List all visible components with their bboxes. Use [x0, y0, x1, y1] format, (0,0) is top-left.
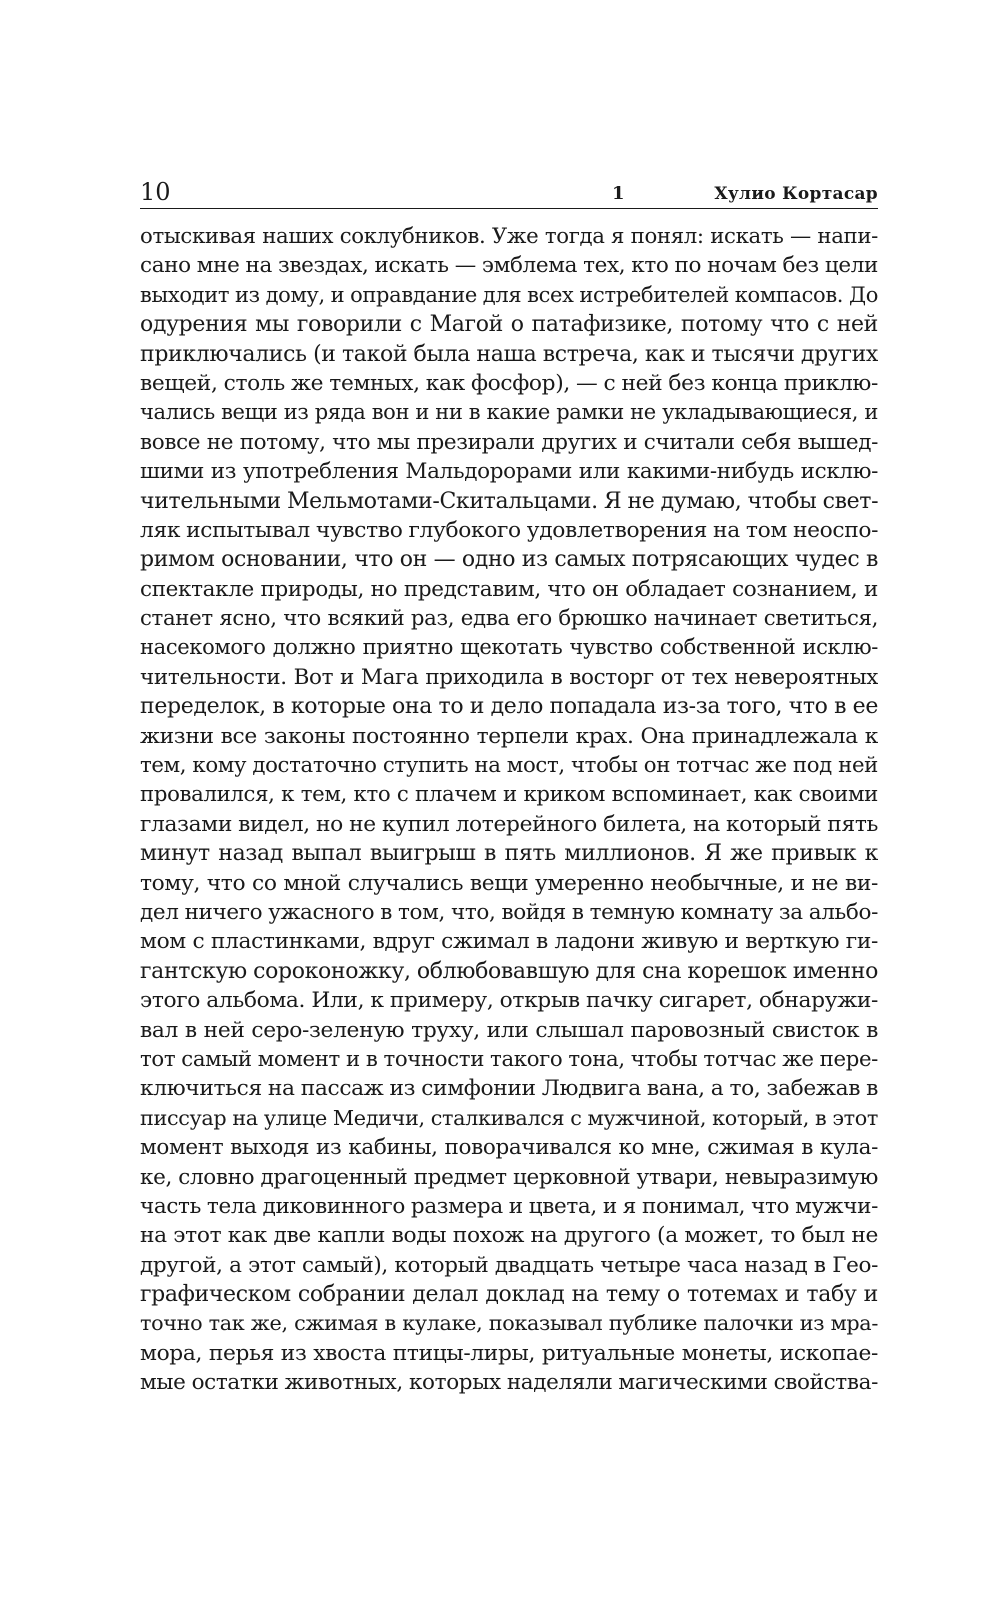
text-line: жизни все законы постоянно терпели крах. Она принадлежала к: [140, 723, 878, 749]
text-line: тот самый момент и в точности такого тона, чтобы тотчас же пере-: [140, 1046, 878, 1072]
running-author-name: Хулио Кортасар: [714, 184, 878, 204]
text-line: минут назад выпал выигрыш в пять миллионов. Я же привык к: [140, 841, 878, 867]
text-line: приключались (и такой была наша встреча, как и тысячи других: [140, 341, 878, 367]
page-number: 10: [140, 178, 171, 206]
text-line: гантскую сороконожку, облюбовавшую для сна корешок именно: [140, 958, 878, 984]
text-line: ке, словно драгоценный предмет церковной утвари, невыразимую: [140, 1164, 878, 1190]
text-line: чительными Мельмотами-Скитальцами. Я не думаю, чтобы свет-: [140, 488, 878, 514]
text-line: этого альбома. Или, к примеру, открыв пачку сигарет, обнаружи-: [140, 988, 878, 1014]
body-text: [140, 222, 878, 1398]
chapter-number: 1: [612, 183, 625, 204]
text-line: выходит из дому, и оправдание для всех истребителей компасов. До: [140, 282, 878, 307]
text-line: станет ясно, что всякий раз, едва его брюшко начинает светиться,: [140, 606, 878, 632]
text-line: отыскивая наших соклубников. Уже тогда я понял: искать — напи-: [140, 224, 878, 249]
text-line: сано мне на звездах, искать — эмблема тех, кто по ночам без цели: [140, 253, 878, 279]
text-line: писсуар на улице Медичи, сталкивался с мужчиной, который, в этот: [140, 1105, 878, 1130]
text-line: переделок, в которые она то и дело попадала из-за того, что в ее: [140, 694, 878, 720]
text-line: провалился, к тем, кто с плачем и криком вспоминает, как своими: [140, 782, 878, 808]
text-line: чительности. Вот и Мага приходила в восторг от тех невероятных: [140, 664, 878, 690]
text-line: точно так же, сжимая в кулаке, показывал публике палочки из мра-: [140, 1311, 878, 1336]
text-line: спектакле природы, но представим, что он обладает сознанием, и: [140, 576, 878, 602]
text-line: одурения мы говорили с Магой о патафизике, потому что с ней: [140, 312, 878, 338]
text-line: дел ничего ужасного в том, что, войдя в темную комнату за альбо-: [140, 899, 878, 925]
text-line: ляк испытывал чувство глубокого удовлетворения на том неоспо-: [140, 517, 878, 543]
text-line: ключиться на пассаж из симфонии Людвига вана, а то, забежав в: [140, 1076, 878, 1102]
text-line: момент выходя из кабины, поворачивался ко мне, сжимая в кула-: [140, 1135, 878, 1161]
text-line: графическом собрании делал доклад на тему о тотемах и табу и: [140, 1282, 878, 1308]
text-line: вал в ней серо-зеленую труху, или слышал паровозный свисток в: [140, 1017, 878, 1043]
text-line: тому, что со мной случались вещи умеренно необычные, и не ви-: [140, 870, 878, 896]
text-line: чались вещи из ряда вон и ни в какие рамки не укладывающиеся, и: [140, 400, 878, 425]
text-line: мые остатки животных, которых наделяли магическими свойства-: [140, 1370, 878, 1396]
text-line: на этот как две капли воды похож на другого (а может, то был не: [140, 1223, 878, 1249]
text-line: часть тела диковинного размера и цвета, и я понимал, что мужчи-: [140, 1193, 878, 1219]
text-line: шими из употребления Мальдорорами или какими-нибудь исклю-: [140, 459, 878, 485]
text-line: мом с пластинками, вдруг сжимал в ладони живую и верткую ги-: [140, 929, 878, 955]
text-line: вовсе не потому, что мы презирали других и считали себя вышед-: [140, 429, 878, 455]
text-line: римом основании, что он — одно из самых потрясающих чудес в: [140, 547, 878, 573]
running-header: [140, 172, 878, 209]
text-line: вещей, столь же темных, как фосфор), — с ней без конца приклю-: [140, 370, 878, 396]
text-line: насекомого должно приятно щекотать чувство собственной исклю-: [140, 635, 878, 660]
text-line: тем, кому достаточно ступить на мост, чтобы он тотчас же под ней: [140, 753, 878, 779]
text-line: глазами видел, но не купил лотерейного билета, на который пять: [140, 811, 878, 837]
text-line: другой, а этот самый), который двадцать четыре часа назад в Гео-: [140, 1252, 878, 1278]
text-line: мора, перья из хвоста птицы-лиры, ритуальные монеты, ископае-: [140, 1340, 878, 1366]
